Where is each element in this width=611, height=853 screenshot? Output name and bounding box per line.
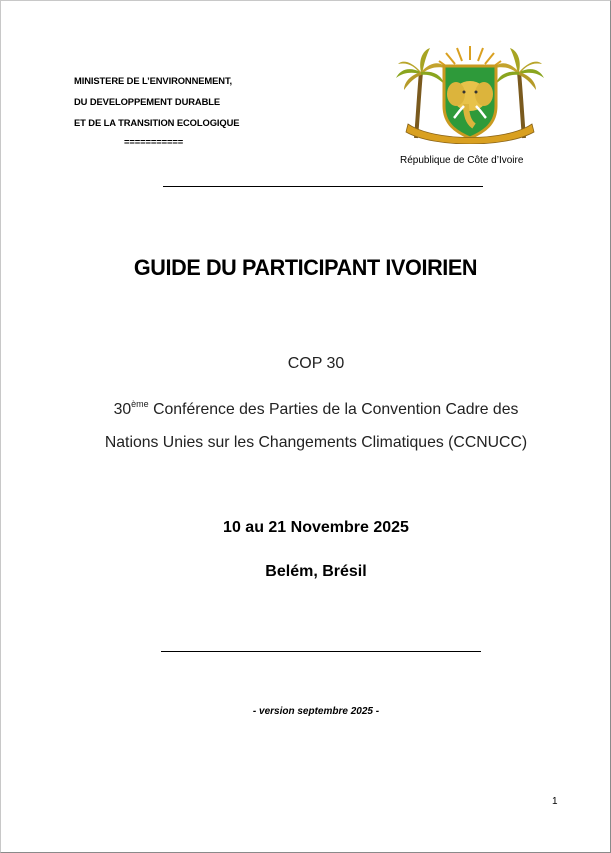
- event-dates: 10 au 21 Novembre 2025: [223, 519, 409, 536]
- left-palm-icon: [396, 48, 446, 138]
- republic-label: République de Côte d’Ivoire: [400, 155, 524, 166]
- event-location: Belém, Brésil: [265, 563, 367, 580]
- ministry-line-2: DU DEVELOPPEMENT DURABLE: [74, 96, 221, 107]
- ordinal-number: 30: [113, 401, 132, 418]
- version-note: - version septembre 2025 -: [252, 706, 380, 717]
- ministry-line-3: ET DE LA TRANSITION ECOLOGIQUE: [74, 117, 240, 128]
- ordinal-suffix: ème: [131, 399, 149, 409]
- ministry-separator: ===========: [124, 136, 184, 147]
- conference-line-1: [0, 399, 611, 419]
- conference-line-1-text: Conférence des Parties de la Convention Cadre des: [148, 401, 519, 418]
- page-number: 1: [552, 796, 558, 807]
- right-palm-icon: [494, 48, 544, 138]
- event-name: COP 30: [287, 355, 345, 372]
- document-title: GUIDE DU PARTICIPANT IVOIRIEN: [133, 255, 478, 280]
- ministry-line-1: MINISTERE DE L’ENVIRONNEMENT,: [74, 75, 233, 86]
- coat-of-arms-icon: [394, 44, 546, 144]
- top-divider: [163, 186, 483, 187]
- bottom-divider: [161, 651, 481, 652]
- conference-line-2: Nations Unies sur les Changements Climatiques (CCNUCC): [104, 434, 528, 451]
- ministry-block: [74, 70, 239, 152]
